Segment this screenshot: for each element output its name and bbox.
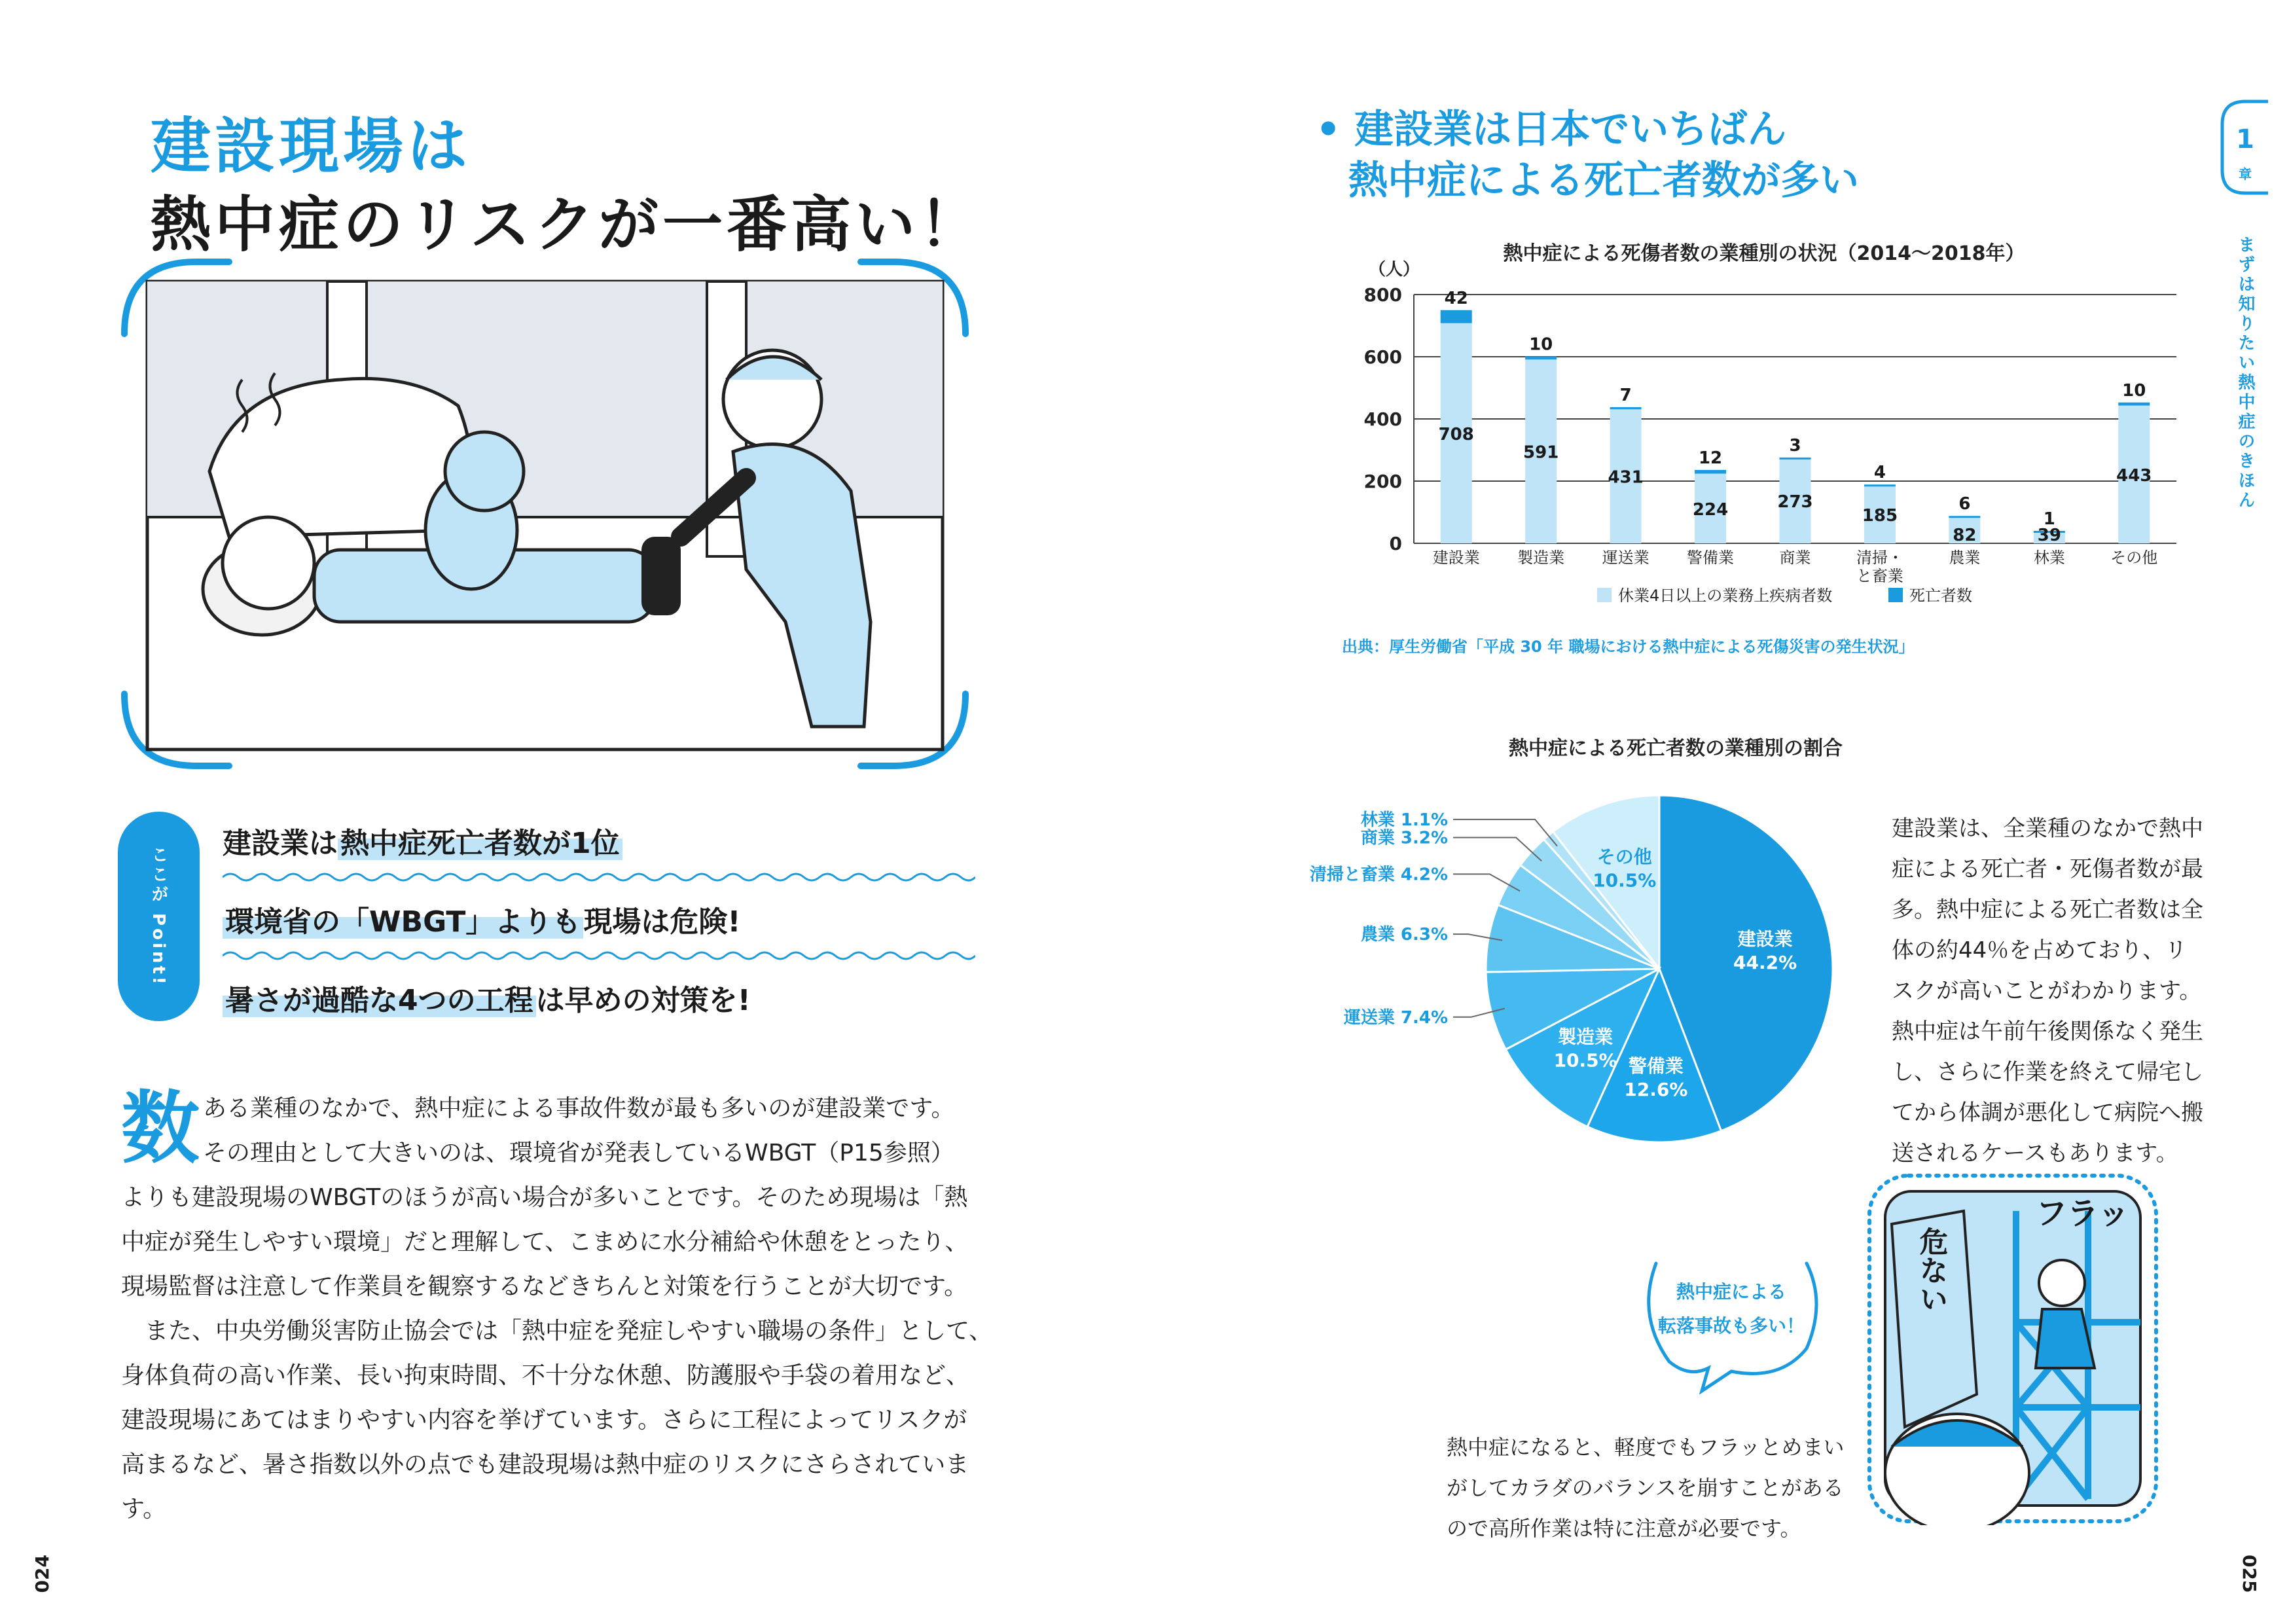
pie-label-name: 建設業 bbox=[1737, 928, 1793, 950]
point-item-2 bbox=[223, 898, 741, 940]
legend-swatch-deaths bbox=[1888, 588, 1903, 602]
drop-cap: 数 bbox=[121, 1083, 200, 1174]
body-line: また、中央労働災害防止協会では「熱中症を発症しやすい職場の条件」として、 bbox=[121, 1318, 993, 1344]
y-tick-label: 600 bbox=[1363, 346, 1402, 368]
y-tick-label: 800 bbox=[1363, 284, 1402, 306]
pie-label: 農業 6.3% bbox=[1360, 925, 1448, 945]
bar-deaths bbox=[2118, 403, 2150, 406]
x-tick-label: その他 bbox=[2110, 549, 2158, 567]
pie-chart-title: 熱中症による死亡者数の業種別の割合 bbox=[1509, 737, 1843, 760]
data-label-injured: 39 bbox=[2037, 526, 2061, 545]
speech-bubble-text bbox=[1630, 1275, 1833, 1343]
body-line: 送されるケースもあります。 bbox=[1892, 1140, 2178, 1166]
bar-chart bbox=[1335, 255, 2186, 622]
illustration-text-danger: 危ない bbox=[1914, 1227, 1948, 1313]
x-tick-label: 清掃・ bbox=[1856, 549, 1903, 567]
page-title-line2: 熱中症のリスクが一番高い！ bbox=[151, 190, 984, 260]
pie-label-name: 製造業 bbox=[1558, 1026, 1613, 1048]
bar-deaths bbox=[1610, 407, 1642, 409]
pie-label: 林業 1.1% bbox=[1360, 810, 1448, 830]
page-number-left: 024 bbox=[31, 1555, 53, 1593]
y-axis-unit: （人） bbox=[1368, 260, 1420, 280]
bar-deaths bbox=[1525, 357, 1557, 360]
pie-label: 商業 3.2% bbox=[1360, 828, 1448, 848]
point-item-1 bbox=[223, 820, 622, 861]
x-tick-label: と畜業 bbox=[1856, 567, 1903, 585]
legend-label-injured: 休業4日以上の業務上疾病者数 bbox=[1618, 586, 1833, 605]
body-line: てから体調が悪化して病院へ搬 bbox=[1892, 1100, 2203, 1126]
pie-label-value: 10.5% bbox=[1553, 1049, 1617, 1072]
speech-bubble-line: 転落事故も多い！ bbox=[1657, 1315, 1805, 1337]
bar-deaths bbox=[1441, 310, 1472, 323]
body-line: 現場監督は注意して作業員を観察するなどきちんと対策を行うことが大切です。 bbox=[121, 1273, 968, 1300]
illustration-text-sfx: フラッ bbox=[2036, 1195, 2130, 1232]
wave-divider-2 bbox=[223, 949, 975, 962]
data-label-deaths: 4 bbox=[1873, 463, 1886, 483]
bar-deaths bbox=[1695, 470, 1726, 474]
chart-source: 出典：厚生労働省「平成 30 年 職場における熱中症による死傷災害の発生状況」 bbox=[1342, 638, 1915, 656]
data-label-deaths: 10 bbox=[1529, 334, 1553, 355]
legend-swatch-injured bbox=[1597, 588, 1612, 602]
pie-label-value: 10.5% bbox=[1593, 869, 1657, 892]
body-line: し、さらに作業を終えて帰宅し bbox=[1892, 1059, 2203, 1085]
pie-chart bbox=[1303, 759, 1865, 1152]
body-line: 高まるなど、暑さ指数以外の点でも建設現場は熱中症のリスクにさらされていま bbox=[121, 1451, 969, 1478]
pie-label-value: 12.6% bbox=[1624, 1079, 1688, 1101]
caption-line: がしてカラダのバランスを崩すことがある bbox=[1447, 1475, 1844, 1500]
point-item-1-pre: 建設業は bbox=[223, 827, 338, 860]
speech-bubble-line: 熱中症による bbox=[1676, 1281, 1786, 1303]
right-body-text bbox=[1892, 808, 2203, 1174]
bar-deaths bbox=[1780, 458, 1811, 460]
y-tick-label: 0 bbox=[1389, 533, 1402, 554]
page-number-right: 025 bbox=[2239, 1555, 2260, 1593]
point-item-3-highlight: 暑さが過酷な4つの工程 bbox=[223, 984, 536, 1017]
bar-deaths bbox=[1864, 484, 1896, 486]
data-label-injured: 431 bbox=[1608, 467, 1644, 488]
data-label-injured: 273 bbox=[1777, 492, 1813, 513]
point-badge-label: ここが Point! bbox=[149, 846, 168, 987]
y-tick-label: 400 bbox=[1363, 408, 1402, 430]
data-label-deaths: 6 bbox=[1958, 494, 1971, 514]
data-label-injured: 224 bbox=[1692, 499, 1729, 520]
section-heading-line2: 熱中症による死亡者数が多い bbox=[1348, 158, 1859, 204]
bar-chart-title: 熱中症による死傷者数の業種別の状況（2014～2018年） bbox=[1503, 242, 2025, 265]
data-label-deaths: 12 bbox=[1698, 448, 1723, 468]
data-label-deaths: 42 bbox=[1444, 288, 1468, 308]
body-line: 中症が発生しやすい環境」だと理解して、こまめに水分補給や休憩をとったり、 bbox=[121, 1229, 969, 1255]
data-label-injured: 591 bbox=[1523, 442, 1559, 463]
illustration-caption bbox=[1447, 1427, 1852, 1549]
data-label-injured: 185 bbox=[1862, 506, 1898, 526]
body-line: スクが高いことがわかります。 bbox=[1892, 978, 2202, 1004]
bar-deaths bbox=[1949, 516, 1980, 518]
chapter-title: まずは知りたい熱中症のきほん bbox=[2235, 236, 2255, 511]
point-item-1-highlight: 熱中症死亡者数が1位 bbox=[338, 827, 622, 860]
data-label-deaths: 1 bbox=[2043, 509, 2055, 529]
data-label-injured: 708 bbox=[1438, 424, 1474, 444]
body-line: 体の約44％を占めており、リ bbox=[1892, 937, 2188, 964]
x-tick-label: 農業 bbox=[1949, 549, 1981, 567]
data-label-deaths: 10 bbox=[2122, 380, 2146, 401]
wave-divider-1 bbox=[223, 871, 975, 884]
pie-label: 運送業 7.4% bbox=[1343, 1007, 1448, 1028]
body-line: ある業種のなかで、熱中症による事故件数が最も多いのが建設業です。 bbox=[203, 1095, 955, 1122]
scaffold-illustration bbox=[1865, 1172, 2160, 1525]
point-item-2-highlight: 環境省の「WBGT」よりも bbox=[223, 905, 583, 939]
data-label-injured: 82 bbox=[1953, 526, 1977, 545]
x-tick-label: 製造業 bbox=[1517, 549, 1565, 567]
body-line: 建設業は、全業種のなかで熱中 bbox=[1892, 816, 2203, 842]
point-item-3-post: は早めの対策を! bbox=[535, 984, 751, 1017]
x-tick-label: 警備業 bbox=[1687, 549, 1735, 567]
left-body-text bbox=[121, 1083, 993, 1532]
data-label-deaths: 3 bbox=[1789, 435, 1801, 456]
point-badge bbox=[118, 812, 200, 1021]
x-tick-label: 運送業 bbox=[1602, 549, 1649, 567]
body-line: 熱中症は午前午後関係なく発生 bbox=[1892, 1019, 2203, 1045]
caption-line: ので高所作業は特に注意が必要です。 bbox=[1447, 1516, 1801, 1541]
body-line: す。 bbox=[121, 1496, 167, 1523]
construction-site-illustration bbox=[118, 255, 972, 772]
body-line: よりも建設現場のWBGTのほうが高い場合が多いことです。そのため現場は「熱 bbox=[121, 1184, 968, 1211]
point-item-3 bbox=[223, 977, 751, 1019]
section-heading-line1: • 建設業は日本でいちばん bbox=[1316, 107, 1787, 153]
pie-label: 清掃と畜業 4.2% bbox=[1309, 865, 1448, 885]
data-label-injured: 443 bbox=[2116, 465, 2152, 486]
legend-label-deaths: 死亡者数 bbox=[1909, 586, 1972, 605]
x-tick-label: 建設業 bbox=[1432, 549, 1480, 567]
chapter-number: 1 bbox=[2236, 124, 2254, 154]
body-line: 身体負荷の高い作業、長い拘束時間、不十分な休憩、防護服や手袋の着用など、 bbox=[121, 1362, 970, 1389]
body-line: 多。熱中症による死亡者数は全 bbox=[1892, 897, 2203, 923]
chapter-unit: 章 bbox=[2239, 166, 2252, 182]
caption-line: 熱中症になると、軽度でもフラッとめまい bbox=[1447, 1435, 1845, 1460]
body-line: 建設現場にあてはまりやすい内容を挙げています。さらに工程によってリスクが bbox=[121, 1407, 967, 1434]
pie-label-name: その他 bbox=[1596, 846, 1652, 868]
data-label-deaths: 7 bbox=[1619, 385, 1632, 405]
page-title-line1: 建設現場は bbox=[151, 111, 472, 181]
pie-label-name: 警備業 bbox=[1628, 1055, 1684, 1077]
body-line: その理由として大きいのは、環境省が発表しているWBGT（P15参照） bbox=[203, 1140, 954, 1166]
pie-label-value: 44.2% bbox=[1733, 952, 1797, 974]
body-line: 症による死亡者・死傷者数が最 bbox=[1892, 856, 2203, 882]
x-tick-label: 商業 bbox=[1779, 549, 1811, 567]
x-tick-label: 林業 bbox=[2033, 549, 2065, 567]
y-tick-label: 200 bbox=[1363, 471, 1402, 492]
point-item-2-post: 現場は危険! bbox=[583, 905, 741, 939]
